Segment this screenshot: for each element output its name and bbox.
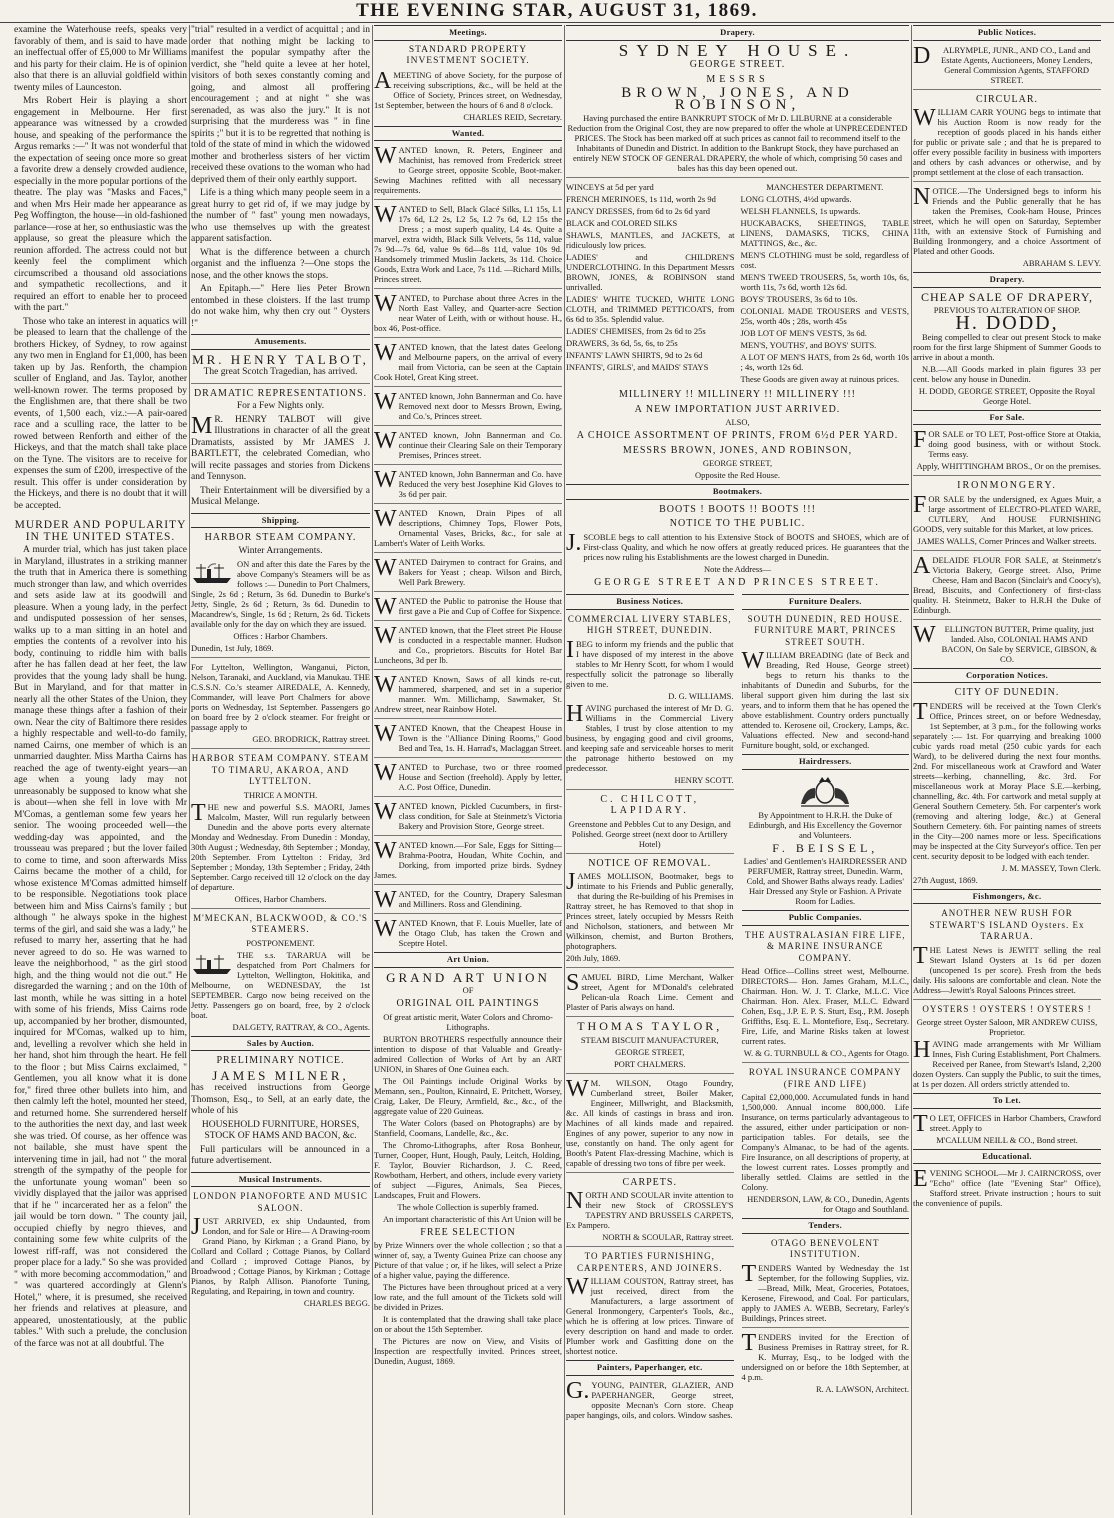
ad-body: NOTICE.—The Undersigned begs to inform his Friends and the Public generally that he has taken the Premises, Cook-ham House, Princes street, which he will open on Saturday, September 11th, with an extensive Stock of Furnishing and Building Ironmongery, and a choice Assortment of Plated and other Goods. <box>913 184 1101 256</box>
ad-title: A NEW IMPORTATION JUST ARRIVED. <box>634 403 841 415</box>
ad-body: J.SCOBLE begs to call attention to his Extensive Stock of BOOTS and SHOES, which are of First-class Quality, and which he now offers at greatly reduced prices. He guarantees that the prices now ruling his Establishments are the lowest charged in Dunedin. <box>566 529 909 562</box>
ad-title: ANOTHER NEW RUSH FOR STEWART'S ISLAND Oysters. Ex TARARUA. <box>929 908 1085 941</box>
section-header-amusements: Amusements. <box>191 334 370 350</box>
section-header-business: Business Notices. <box>566 594 734 610</box>
wanted-ad: WANTED known, John Bannerman and Co. have Removed next door to Messrs Brown, Ewing, and Co.'s, Princes street. <box>374 389 562 421</box>
ad-body: THE Latest News is JEWITT selling the real Stewart Island Oysters at 1s 6d per dozen (uncopened 1s per score). Fresh from the beds daily. His saloons are comfortable and clean. Note the Address—Jewitt's Royal Saloons Princes street. <box>913 942 1101 995</box>
divider <box>566 1016 734 1017</box>
ad-body: JAMES MOLLISON, Bootmaker, begs to intimate to his Friends and Public generally, that during the Re-building of his Premises in Rattray street, he has Removed to that shop in Princes street, lately occupied by Messrs Reith and Nicholson, stationers, and between Mr Wilkinson, chemist, and Burton Brothers, photographers. <box>566 869 734 951</box>
column-5 <box>913 25 1101 1515</box>
divider <box>566 789 734 790</box>
ad-title: MR. HENRY TALBOT, <box>192 351 369 367</box>
section-header-bootmakers: Bootmakers. <box>566 484 909 500</box>
wanted-ad: WANTED known, John Bannerman and Co. have Reduced the very best Josephine Kid Gloves to 3s 6d per pair. <box>374 467 562 499</box>
ad-title: NOTICE OF REMOVAL. <box>588 857 712 869</box>
wanted-list <box>374 145 562 948</box>
ad-body: Ladies' and Gentlemen's HAIRDRESSER AND PERFUMER, Rattray street, Dunedin. Warm, Cold, and Shower Baths always ready. Ladies' Hair Dressed any Style or Fashion. A Private Room for Ladies. <box>743 856 907 906</box>
section-header-auction: Sales by Auction. <box>191 1036 370 1052</box>
ad-title: BROWN, JONES, AND ROBINSON, <box>621 85 854 113</box>
ad-body: TENDERS will be received at the Town Clerk's Office, Princes street, on or before Wednesday, 1st September, at 3 p.m., for the following works separately :— 1st. For quarrying and breaking 1000 cubic yards road metal (250 cubic yards for each Ward), to be delivered during the next four months. 2nd. For miscellaneous work at Crawford and Water streets—kerbing, channelling, &c. 3rd. For miscellaneous work at Moray Place S.E.—kerbing, channelling, &c. 4th. For cartwork and metal supply at General Southern Cemetery. 5th. For carpenter's work (removing and altering lodge, &c.) at General Southern Cemetery. 6th. For painting names of streets in the City—200 names more or less. Specifications may be inspected at the City Surveyor's office. Ten per cent. security deposit to be lodged with each tender. <box>913 698 1101 861</box>
news-paragraph: examine the Waterhouse reefs, speaks very favorably of them, and is said to have made an ineffectual offer of £5,000 to Mr Williams and his party for their claim. He is of opinion also that there is an alluvial goldfield within twenty miles of Launceston. <box>14 25 187 93</box>
price-item: LADIES' WHITE TUCKED, WHITE LONG CLOTH, and TRIMMED PETTICOATS, from 6s 6d to 35s. Splendid value. <box>566 294 735 324</box>
ad-body: WM. WILSON, Otago Foundry, Cumberland street, Boiler Maker, Engineer, Millwright, and Blacksmith, &c. All kinds of castings in brass and iron. Machines of all kinds made and repaired. Engines of any power, superior to any now in use, constantly on hand. The only agent for Booth's Patent Flax-dressing Machine, which is capable of dressing two tons of fibre per week. <box>566 1075 734 1168</box>
ad-title: HARBOR STEAM COMPANY. STEAM TO TIMARU, AKAROA, AND LYTTELTON. <box>191 753 370 786</box>
ad-body: The Water Colors (based on Photographs) are by Stanfield, Coomans, Landelle, &c., &c. <box>374 1117 562 1138</box>
masthead: THE EVENING STAR, AUGUST 31, 1869. <box>0 0 1114 23</box>
section-header-corporation: Corporation Notices. <box>913 668 1101 684</box>
price-item: WINCEYS at 5d per yard <box>566 182 654 192</box>
ad-body: JUST ARRIVED, ex ship Undaunted, from London, and for Sale or Hire— A Drawing-room Grand Piano, by Kirkman ; a Grand Piano, by Collard and Collard ; Cottage Pianos, by Collard and Collard ; improved Cottage Pianos, by Broadwood ; Cottage Pianos, by Kirkman ; Cottage Pianos, by Ralph Allison. Pianoforte Tuning, Regulating, and Repairing, in town and country. <box>191 1214 370 1296</box>
price-item: MEN'S CLOTHING must be sold, regardless of cost. <box>740 250 909 270</box>
wanted-ad: WANTED known, that the Fleet street Pie House is conducted in a respectable manner. Hudson and Co., proprietors. Biscuits for Hotel Bar Luncheons, 3d per lb. <box>374 623 562 665</box>
ad-title: IRONMONGERY. <box>957 480 1057 491</box>
wanted-ad: WANTED Known, Saws of all kinds re-cut, hammered, sharpened, and set in a superior manner. Wm. Millichamp, Sawmaker, St. Andrew street, near Rainbow Hotel. <box>374 672 562 714</box>
divider <box>374 199 562 200</box>
wanted-ad: WANTED Known, that F. Louis Mueller, late of the Otago Club, has taken the Crown and Sceptre Hotel. <box>374 916 562 948</box>
ad-body: NORTH AND SCOULAR invite attention to their new Stock of CROSSLEY'S TAPESTRY AND BRUSSELS CARPETS, Ex Pampero. <box>566 1188 734 1230</box>
divider <box>191 908 370 909</box>
ad-text: Note the Address— <box>703 563 772 574</box>
ad-signature: H. DODD, GEORGE STREET, Opposite the Royal George Hotel. <box>918 385 1096 406</box>
ad-signature: HENRY SCOTT. <box>674 774 734 785</box>
price-list-right <box>741 182 910 386</box>
section-header-educational: Educational. <box>913 1149 1101 1165</box>
divider <box>913 550 1101 551</box>
ad-body: An important characteristic of this Art Union will be <box>383 1213 562 1224</box>
ad-title: FREE SELECTION <box>420 1226 516 1238</box>
wanted-ad: WANTED Known, that the Cheapest House in Town is the "Alliance Dining Rooms," Good Bed and Tea, 1s. H. Harrad's, Maclaggan Street. <box>374 721 562 753</box>
price-item: FANCY DRESSES, from 6d to 2s 6d yard <box>566 206 711 216</box>
ad-title: ORIGINAL OIL PAINTINGS <box>396 998 540 1009</box>
news-paragraph: A murder trial, which has just taken place in Maryland, illustrates in a striking manner the truth that in America there is something much stronger than law, and which overrides and sets aside law at its goodwill and pleasure. When a young lady, in the perfect and undisputed possession of her senses, walks up to a man sitting in an hotel and empties the contents of a revolver into his body, continuing to riddle him with balls after he has fallen dead at her feet, the law provides that the young lady shall be hung. But in Maryland, and for that matter in nearly all the other States of the Union, they manage these things after a fashion of their own. Near the city of Baltimore there resides a highly respectable and well-to-do family, named Cairns, one member of which is an unmarried daughter. Miss Martha Cairns has reached the age of twenty-eight years—an age when a young lady may not unreasonably be supposed to know what she is about—when she fell in love with Mr M'Comas, a gentleman some few years her senior. The wooing proceeded well—the wedding-day was appointed, and the trousseau was prepared ; but the lover failed to come to time, and soon afterwards Miss Cairns became the mother of a child, for whose existence M'Comas admitted himself to be responsible. Negotiations took place between him and Miss Cairns's family ; but although " he always spoke in the highest terms of the girl, and said she was a lady," he refused to marry her, asserting that he had never agreed to do so. He was warned to leave the neighborhood, " as the girl stood high, and the thing would not die out." He disregarded the warning ; and on the 10th of last month, while he was sitting in a hotel with some of his friends, Miss Cairns rode up, accompanied by her brother, dismounted, inquired for M'Comas, walked up to him, and, levelling a revolver which she held in her hand, shot him through the heart. He fell to the floor ; but Miss Cairns exclaimed, " Gentlemen, you all know what it is done for," fired three other bullets into him, and then calmly left the hotel, mounted her steed, and returned home. She surrendered herself to the authorities the next day, and last week she was tried. Of course, as her offence was not bailable, she must have spent the intervening time in jail, had not " the moral strength of the sympathy of the people for the unfortunate young woman" been so vividly displayed that the jailor was apprised that if he " incarcerated her as a felon" the jail would be torn down. " The county jail, occupied chiefly by negro thieves, and containing some few white culprits of the lowest riff-raff, was not considered the proper place for a lady." So she was provided " with more becoming accommodation," and " was quartered accordingly at Glenn's Hotel," where, it is presumed, she received her friends and relatives at pleasure, and appeared, unostentatiously, at the public tables." With such a prelude, the conclusion of the farce was not at all doubtful. The <box>14 545 187 1349</box>
divider <box>191 383 370 384</box>
wanted-ad: WANTED, for the Country, Drapery Salesman and Milliners. Ross and Glendining. <box>374 887 562 913</box>
ad-title: H. DODD, <box>955 312 1059 334</box>
ad-signature: GEO. BRODRICK, Rattray street. <box>252 734 370 744</box>
ad-title: CHEAP SALE OF DRAPERY, <box>920 289 1094 304</box>
ad-body: ON and after this date the Fares by the above Company's Steamers will be as follows :— Dunedin to Port Chalmers, Single, 2s 6d ; Return, 3s 6d. Dunedin to Burke's Jetty, Single, 2s 6d ; Return, 3s 6d. Dunedin to Macandrew's, Single, 1s 6d ; Return, 2s 6d. Tickets available only for the day on which they are issued. <box>191 559 370 629</box>
ad-body: WILLIAM BREADING (late of Beck and Breading, Red House, George street) begs to return his thanks to the inhabitants of Dunedin and Suburbs, for the liberal support given him during the last six years, and to inform them that he has opened the above establishment. Country orders punctually attended to. Kerosene oil, Crockery, Lamps, &c. Valuations effected. New and second-hand Furniture bought, sold, or exchanged. <box>741 648 909 750</box>
price-item: LADIES' and CHILDREN'S UNDERCLOTHING. In this Department Messrs BROWN, JONES, & ROBINSON stand unrivalled. <box>566 252 735 292</box>
price-item: MEN'S TWEED TROUSERS, 5s, worth 10s, 6s, worth 11s, 7s 6d, worth 12s 6d. <box>740 272 909 292</box>
ad-body: AMEETING of above Society, for the purpose of receiving subscriptions, &c., will be held at the Office of Society, Princes street, on Wednesday, 1st September, between the hours of 6 and 8 o'clock. <box>374 67 562 110</box>
divider <box>374 718 562 719</box>
divider <box>566 1246 734 1247</box>
ad-title: COMMERCIAL LIVERY STABLES, HIGH STREET, DUNEDIN. <box>567 613 732 635</box>
ad-signature: R. A. LAWSON, Architect. <box>815 1383 909 1394</box>
divider <box>742 1327 910 1328</box>
column-rule <box>189 25 190 1515</box>
section-header-public-companies: Public Companies. <box>742 910 910 926</box>
ad-title: OTAGO BENEVOLENT INSTITUTION. <box>770 1237 880 1259</box>
ad-text: Offices : Harbor Chambers. <box>233 631 328 641</box>
news-paragraph: Mrs Robert Heir is playing a short engagement in Melbourne. Her first appearance was witnessed by a crowded house, and speaking of the performance the Argus remarks :—" It was not wonderful that the expectation of seeing once more so great a favorite drew a densely crowded audience, especially in the more popular portions of the theatre. The play was "Masks and Faces," and when Mrs Heir made her appearance as Peg Woffington, the house—in old-fashioned parlance—rose at her, so enthusiastic was the applause, so great the pleasure which the reunion afforded. The actress could not but keenly feel the compliment which circumscribed a thousand old associations and sympathetic recollections, and it required an effort to enable her to proceed with the part." <box>14 96 187 313</box>
ad-body: TENDERS Wanted by Wednesday the 1st September, for the following Supplies, viz.—Bread, Milk, Meat, Groceries, Potatoes, Kerosene, Firewood, and Coal. For particulars, apply to JAMES A. WEBB, Secretary, Farley's Buildings, Princes street. <box>741 1260 909 1323</box>
ad-text: 27th August, 1869. <box>913 874 978 885</box>
column-rule <box>911 25 912 1515</box>
divider <box>374 552 562 553</box>
lower-right <box>742 590 910 1422</box>
ad-signature: CHARLES REID, Secretary. <box>463 111 562 122</box>
wanted-ad: WANTED known, R. Peters, Engineer and Machinist, has removed from Frederick street to George street, opposite Scoble, Boot-maker. Sewing Machines refitted with all necessary requirements. <box>374 143 562 195</box>
ad-body: THE s.s. TARARUA will be despatched from Port Chalmers for Lyttelton, Wellington, Hokitika, and Melbourne, on WEDNESDAY, the 1st SEPTEMBER. Cargo now being received on the Jetty. Passengers go on board, free, by 2 o'clock boat. <box>191 949 370 1020</box>
ad-title: F. BEISSEL, <box>772 840 879 855</box>
divider <box>566 1172 734 1173</box>
section-header-tenders: Tenders. <box>742 1218 910 1234</box>
ad-text: THRICE A MONTH. <box>243 789 318 800</box>
wanted-ad: WANTED to Purchase, two or three roomed House and Section (freehold). Apply by letter, A.C. Post Office, Dunedin. <box>374 760 562 792</box>
ad-title: CIRCULAR. <box>975 93 1039 105</box>
price-item: COLONIAL MADE TROUSERS and VESTS, 25s, worth 40s ; 28s, worth 45s <box>740 306 909 326</box>
ad-text: Offices, Harbor Chambers. <box>234 893 327 904</box>
divider <box>374 503 562 504</box>
price-item: INFANTS', GIRLS', and MAIDS' STAYS <box>566 362 709 372</box>
ad-text: George street Oyster Saloon, MR ANDREW CUISS, Proprietor. <box>916 1017 1098 1037</box>
divider <box>374 620 562 621</box>
divider <box>913 181 1101 182</box>
divider <box>913 475 1101 476</box>
ad-body: Being compelled to clear out present Stock to make room for the first large Shipment of Summer Goods to arrive in about a month. <box>913 331 1101 362</box>
ad-body: TENDERS invited for the Erection of Business Premises in Rattray street, for R. K. Murray, Esq., to be lodged with the undersigned on or before the 18th September, at 4 p.m. <box>741 1329 909 1382</box>
section-header-wanted: Wanted. <box>374 126 562 142</box>
ad-body: IBEG to inform my friends and the public that I have disposed of my interest in the above stables to Mr Henry Scott, for whom I would respectfully solicit the patronage so liberally given to me. <box>566 636 734 689</box>
ad-signature: M'CALLUM NEILL & CO., Bond street. <box>936 1134 1078 1145</box>
ad-text: POSTPONEMENT. <box>246 937 315 948</box>
ad-body: It is contemplated that the drawing shall take place on or about the 15th September. <box>374 1314 562 1334</box>
divider <box>566 967 734 968</box>
ad-title: M'MECKAN, BLACKWOOD, & CO.'S STEAMERS. <box>193 912 368 934</box>
ad-text: Dunedin, 1st July, 1869. <box>191 643 274 653</box>
ad-signature: W. & G. TURNBULL & CO., Agents for Otago. <box>743 1048 909 1058</box>
price-item: These Goods are given away at ruinous prices. <box>740 374 900 384</box>
section-header-art-union: Art Union. <box>374 952 562 968</box>
ad-body: Capital £2,000,000. Accumulated funds in hand 1,500,000. Annual income 800,000. Life Insurance, on terms particularly advantageous to the assured, either under participation or non-participation tables. For details, see the Company's Almanac, to be had of the agents. Fire Insurance, on all descriptions of property, at the lowest current rates. Losses promptly and liberally settled. Claims are settled in the Colony. <box>741 1092 909 1192</box>
ad-title: A CHOICE ASSORTMENT OF PRINTS, FROM 6½d PER YARD. <box>576 430 899 441</box>
ad-body: N.B.—All Goods marked in plain figures 33 per cent. below any house in Dunedin. <box>913 363 1101 384</box>
ad-title: DRAMATIC REPRESENTATIONS. <box>193 387 368 399</box>
ad-body: MR. HENRY TALBOT will give Illustrations in character of all the great Dramatists, assisted by Mr JAMES J. BARTLETT, the celebrated Comedian, who will recite passages and stories from Dickens and Tennyson. <box>191 412 370 482</box>
divider <box>742 1062 910 1063</box>
ad-title: MESSRS <box>706 73 769 85</box>
ad-title: CITY OF DUNEDIN. <box>954 687 1060 698</box>
divider <box>374 386 562 387</box>
article-title: MURDER AND POPULARITY IN THE UNITED STATES. <box>14 519 187 543</box>
lower-split <box>566 590 909 1422</box>
ad-body: ADELAIDE FLOUR FOR SALE, at Steinmetz's Victoria Bakery, George street. Also, Prime Cheese, Ham and Bacon (Sinclair's and Coocy's), Bread, Biscuits, and Confectionery of first-class quality. H. Steinmetz, Baker to H.R.H the Duke of Edinburgh. <box>913 552 1101 615</box>
ad-body: BURTON BROTHERS respectfully announce their intention to dispose of that Valuable and Greatly-admired Collection of Works of Art by an ART UNION, in Shares of One Guinea each. <box>374 1033 562 1074</box>
price-item: DRAWERS, 3s 6d, 5s, 6s, to 25s <box>566 338 678 348</box>
ad-title: SYDNEY HOUSE. <box>618 40 857 60</box>
ad-body: G.YOUNG, PAINTER, GLAZIER, AND PAPERHANGER, George street, opposite Mecnan's Corn store. Cheap paper hangings, oils, and colors. Window sashes. <box>566 1377 734 1420</box>
ad-text: The great Scotch Tragedian, has arrived. <box>203 367 358 377</box>
ad-body: SAMUEL BIRD, Lime Merchant, Walker street, Agent for M'Donald's celebrated Pelican-ula Roach Lime. Cement and Plaster of Paris always on hand. <box>566 970 734 1012</box>
wanted-ad: WANTED known.—For Sale, Eggs for Sitting— Brahma-Pootra, Houdan, White Cochin, and Dorking, from imported prize birds. Sydney James. <box>374 838 562 880</box>
wanted-ad: WANTED to Sell, Black Glacé Silks, L1 15s, L1 17s 6d, L2 2s, L2 5s, L2 7s 6d, L2 15s the Dress ; a most superb quality, L4 4s. Quite a marvel, extra width, Black Silk Velvets, 5s 11d, value 7s 9d—7s 6d, value 9s 6d—8s 11d, value 10s 9d. Handsomely trimmed Muslin Jackets, 3s 11d. Choice Goods, Extra Work and Lace, 7s 11d. —Richard Mills, Princes street. <box>374 202 562 284</box>
ad-title: GRAND ART UNION <box>386 969 550 985</box>
ad-text: Of great artistic merit, Water Colors and Chromo-Lithographs. <box>383 1011 553 1032</box>
ad-title: MILLINERY !! MILLINERY !! MILLINERY !!! <box>618 389 856 400</box>
section-header-hairdressers: Hairdressers. <box>742 754 910 770</box>
royal-crest-icon <box>795 774 855 808</box>
divider <box>374 464 562 465</box>
ad-title: THE AUSTRALASIAN FIRE LIFE, & MARINE INSURANCE COMPANY. <box>744 929 906 963</box>
section-header-furniture: Furniture Dealers. <box>742 594 910 610</box>
ad-body: HAVING purchased the interest of Mr D. G. Williams in the Commercial Livery Stables, I trust by close attention to my business, by engaging good and civil grooms, and keeping safe and serviceable horses to merit the patronage hitherto bestowed on my predecessor. <box>566 700 734 773</box>
price-item: MEN'S, YOUTHS', and BOYS' SUITS. <box>740 340 877 350</box>
price-item: WELSH FLANNELS, 1s upwards. <box>740 206 861 216</box>
divider <box>913 619 1101 620</box>
wanted-ad: WANTED known, Pickled Cucumbers, in first-class condition, for Sale at Steinmetz's Victoria Bakery and Provision Store, George street. <box>374 799 562 831</box>
section-header-public-notices: Public Notices. <box>913 25 1101 41</box>
divider <box>374 669 562 670</box>
ad-signature: D. G. WILLIAMS. <box>668 690 734 701</box>
ad-title: STANDARD PROPERTY INVESTMENT SOCIETY. <box>406 44 530 66</box>
divider <box>191 748 370 749</box>
price-item: BLACK and COLORED SILKS <box>566 218 678 228</box>
ad-title: JAMES MILNER, <box>212 1067 349 1083</box>
ad-text: Opposite the Red House. <box>695 470 780 480</box>
ad-text: OF <box>462 985 474 995</box>
ad-text: 20th July, 1869. <box>566 953 621 963</box>
section-header-drapery: Drapery. <box>566 25 909 41</box>
ad-body: Having purchased the entire BANKRUPT STOCK of Mr D. LILBURNE at a considerable Reduction from the Original Cost, they are now prepared to offer the whole at UNPRECEDENTED PRICES. The Stock has been marked off at such prices as cannot fail to recommend itself to the Inhabitants of Dunedin and District. In addition to the Bankrupt Stock, they have purchased an entirely NEW STOCK OF GENERAL DRAPERY, the whole of which, comprising 50 cases and bales has this day been opened out. <box>567 113 908 173</box>
divider <box>374 913 562 914</box>
column-3 <box>374 25 562 1515</box>
ad-body: FOR SALE or TO LET, Post-office Store at Otakia, doing good business, with or without Stock. Terms easy. <box>913 427 1101 459</box>
section-header-painters: Painters, Paperhanger, etc. <box>566 1360 734 1376</box>
ad-body: For Lyttelton, Wellington, Wanganui, Picton, Nelson, Taranaki, and Auckland, via Manukau. THE C.S.S.N. Co.'s steamer AIREDALE, A. Kennedy, Commander, will leave Port Chalmers for above ports on Wednesday, 1st September. Passengers go on board free by 2 o'clock steamer. For freight or passage apply to <box>191 662 370 732</box>
section-header-meetings: Meetings. <box>374 25 562 41</box>
section-header-fishmongers: Fishmongers, &c. <box>913 889 1101 905</box>
divider <box>191 657 370 658</box>
wanted-ad: WANTED Known, Drain Pipes of all descriptions, Chimney Tops, Flower Pots, Ornamental Vases, Bricks, &c., for sale at Lambert's Water of Leith Works. <box>374 506 562 548</box>
divider <box>374 425 562 426</box>
ad-text: GEORGE STREET, <box>702 458 773 468</box>
steamship-icon <box>191 952 233 976</box>
price-item: SHAWLS, MANTLES, and JACKETS, at ridiculously low prices. <box>566 230 735 250</box>
column-rule <box>372 25 373 1515</box>
ad-signature: JAMES WALLS, Corner Princes and Walker streets. <box>917 535 1097 546</box>
divider <box>374 591 562 592</box>
wanted-ad: WANTED Dairymen to contract for Grains, and Bakers for Yeast ; cheap. Wilson and Birch, Well Park Brewery. <box>374 555 562 587</box>
price-item: FRENCH MERINOES, 1s 11d, worth 2s 9d <box>566 194 716 204</box>
wanted-ad: WANTED known, John Bannerman and Co. continue their Clearing Sale on their Temporary Premises, Princes street. <box>374 428 562 460</box>
price-lists <box>566 182 909 386</box>
ad-body: Head Office—Collins street west, Melbourne. DIRECTORS— Hon. James Graham, M.L.C., Chairman. Hon. W. J. T. Clarke, M.L.C. Vice Chairman. Hon. Alex. Fraser, M.L.C. Edward Cohen, Esq., J.P. E. P. S. Sturt, Esq., P.M. Joseph Griffiths, Esq. E. L. Montefiore, Esq., Secretary. Fire, Life, and Marine Risks taken at lowest current rates. <box>741 966 909 1046</box>
price-item: HUCKABACKS, SHEETINGS, TABLE LINENS, DAMASKS, TICKS, CHINA MATTINGS, &c., &c. <box>740 218 909 248</box>
ad-title: NOTICE TO THE PUBLIC. <box>669 518 806 529</box>
section-header-music: Musical Instruments. <box>191 1172 370 1188</box>
price-list-left <box>566 182 735 386</box>
ad-title: CARPETS. <box>622 1176 677 1188</box>
ad-title: GEORGE STREET AND PRINCES STREET. <box>594 576 881 588</box>
news-paragraph: Those who take an interest in aquatics will be pleased to learn that the challenge of the brothers Hickey, of Sydney, to row against any two men in England for £1,000, has been taken up by Jas. Renforth, the champion sculler of England, and Jas. Taylor, another well-known rower. The terms proposed by the Englishmen are, that there shall be two events, of 1,500 each, viz.:—A pair-oared race and a sculling race, the latter to be rowed between Renforth and either of the Hickeys, and that the match shall take place on the Tyne. The visitors are to receive for expenses the sum of £200, irrespective of the result. This offer is under consideration by the Hickeys, and there is no doubt that it will be accepted. <box>14 316 187 511</box>
ad-body: The Pictures have been throughout priced at a very low rate, and the full amount of the Tickets sold will be divided in Prizes. <box>374 1282 562 1312</box>
ad-body: WILLIAM CARR YOUNG begs to intimate that his Auction Room is now ready for the reception of goods placed in his hands either for public or private sale ; and that he is prepared to offer every possible facility in business with importers and others by cash advances or otherwise, and by prompt settlement at the close of each transaction. <box>913 105 1101 177</box>
divider <box>566 853 734 854</box>
ad-body: WILLIAM COUSTON, Rattray street, has just received, direct from the Manufacturers, a large assortment of General Ironmongery, Carpenter's Tools, &c., which he is offering at low prices. Tinware of every description on hand and made to order. Plumber work and Gasfitting done on the shortest notice. <box>566 1274 734 1356</box>
ad-title: SOUTH DUNEDIN, RED HOUSE. FURNITURE MART, PRINCES STREET SOUTH. <box>747 613 903 647</box>
ad-signature: HENDERSON, LAW, & CO., Dunedin, Agents for Otago and Southland. <box>747 1194 909 1214</box>
ad-signature: Apply, WHITTINGHAM BROS., Or on the premises. <box>916 461 1101 471</box>
ad-body: WELLINGTON BUTTER, Prime quality, just landed. Also, COLONIAL HAMS AND BACON, On Sale by SERVICE, GIBSON, & CO. <box>913 621 1098 664</box>
divider <box>913 999 1101 1000</box>
section-header-shipping: Shipping. <box>191 513 370 529</box>
ad-body: HAVING made arrangements with Mr William Innes, Fish Curing Establishment, Port Chalmers. Received per Ranee, from Stewart's Island, 2,200 dozen Oysters. Can supply the Public, to suit the times, at 1s per dozen. All orders strictly attended to. <box>913 1037 1101 1089</box>
column-rule <box>564 25 565 1515</box>
ad-signature: CHARLES BEGG. <box>303 1298 370 1308</box>
ad-text: Their Entertainment will be diversified by a Musical Melange. <box>191 485 370 507</box>
ad-body: The Chromo-Lithographs, after Rosa Bonheur, Turner, Cooper, Hunt, Hough, Pauly, Leitch, Holding, F. Taylor, Bouvier Richardson, J. C. Reed, Rowbotham, Herbert, and others, include every variety of subject —Figures, Animals, Sea Pieces, Landscapes, Fruit and Flowers. <box>374 1139 562 1200</box>
divider <box>374 884 562 885</box>
ad-text: GEORGE STREET, <box>615 1046 685 1057</box>
lower-left <box>566 590 734 1422</box>
wanted-ad: WANTED the Public to patronise the House that first gave a Pie and Cup of Coffee for Sixpence. <box>374 594 562 620</box>
ad-title: ROYAL INSURANCE COMPANY (FIRE AND LIFE) <box>748 1067 902 1089</box>
ad-text: STEAM BISCUIT MANUFACTURER, <box>580 1034 719 1045</box>
price-item: BOYS' TROUSERS, 3s 6d to 10s. <box>740 294 858 304</box>
ad-body: by Prize Winners over the whole collection ; so that a winner of, say, a Twenty Guinea Prize can choose any Picture of that value ; or, if he likes, will select a Prize of a higher value, paying the difference. <box>374 1240 562 1280</box>
divider <box>374 288 562 289</box>
section-header-drapery: Drapery. <box>913 272 1101 288</box>
news-paragraph: Life is a thing which many people seem in a great hurry to get rid of, if we may judge by the number of " fast" young men nowadays, who use themselves up with the greatest apparent satisfaction. <box>191 188 370 244</box>
ad-title: THOMAS TAYLOR, <box>577 1019 723 1033</box>
ad-text: Greenstone and Pebbles Cut to any Design, and Polished. George street (next door to Artillery Hotel) <box>568 818 731 849</box>
ad-title: BOOTS ! BOOTS !! BOOTS !!! <box>659 503 816 515</box>
divider <box>374 337 562 338</box>
ad-title: HARBOR STEAM COMPANY. <box>204 532 357 543</box>
ad-body: TO LET, OFFICES in Harbor Chambers, Crawford street. Apply to <box>913 1110 1101 1137</box>
wanted-ad: WANTED known, that the latest dates Geelong and Melbourne papers, on the arrival of every mail from Victoria, can be seen at the Captain Cook Hotel, Great King street. <box>374 340 562 382</box>
divider <box>374 835 562 836</box>
divider <box>374 757 562 758</box>
wanted-ad: WANTED, to Purchase about three Acres in the North East Valley, and Quarter-acre Section near Water of Leith, with or without house. H., box 46, Post-office. <box>374 291 562 333</box>
ad-signature: J. M. MASSEY, Town Clerk. <box>1001 862 1101 873</box>
ad-body: The Pictures are now on View, and Visits of Inspection are respectfully invited. Princes street, Dunedin, August, 1869. <box>374 1336 562 1366</box>
steamship-icon <box>191 561 233 585</box>
news-paragraph: An Epitaph.—" Here lies Peter Brown entombed in these cloisters. If the last trump do not wake him, why then cry out " Oysters !" <box>191 284 370 329</box>
news-paragraph: "trial" resulted in a verdict of acquittal ; and in order that nothing might be lacking to manifest the popular sympathy after the verdict, she "held quite a levee at her hotel, visitors of both sexes constantly coming and going, and almost all proffering encouragement ; and at night " she was serenaded, as was also the jury." It is not surprising that the murderess was " in fine spirits ;" but it is to be regretted that nothing is told of the state of mind in which the widowed mother and brotherless sisters of her victim received these ovations to the woman who had deprived them of their only earthly support. <box>191 25 370 185</box>
ad-body: FOR SALE by the undersigned, ex Agues Muir, a large assortment of ELECTRO-PLATED WARE, CUTLERY, And HOUSE FURNISHING GOODS, very suitable for this Market, at low prices. <box>913 491 1101 534</box>
price-item: LONG CLOTHS, 4½d upwards. <box>740 194 852 204</box>
ad-title: PRELIMINARY NOTICE. <box>216 1055 345 1066</box>
column-1 <box>14 25 187 1515</box>
ad-body: The Oil Paintings include Original Works by Memann, sen., Poulton, Kinnaird, E. Pritchett, Worsey, Craig, Laker, De Fleury, Armfield, &c., &c., of the aggregate value of 220 Guineas. <box>374 1075 562 1116</box>
ad-signature: ABRAHAM S. LEVY. <box>1022 258 1101 268</box>
ad-signature: NORTH & SCOULAR, Rattray street. <box>602 1232 734 1242</box>
ad-text: PREVIOUS TO ALTERATION OF SHOP. <box>933 305 1081 315</box>
ad-title: GEORGE STREET. <box>689 59 786 70</box>
ad-body: The whole Collection is superbly framed. <box>397 1201 539 1212</box>
ad-text: HOUSEHOLD FURNITURE, HORSES, STOCK OF HAMS AND BACON, &c. <box>201 1119 360 1141</box>
ad-text: ALSO, <box>725 417 750 427</box>
price-item: MANCHESTER DEPARTMENT. <box>766 182 884 192</box>
section-header-for-sale: For Sale. <box>913 410 1101 426</box>
ad-signature: DALGETY, RATTRAY, & CO., Agents. <box>232 1021 370 1032</box>
ad-text: Full particulars will be announced in a future advertisement. <box>191 1144 370 1166</box>
ad-title: C. CHILCOTT, LAPIDARY. <box>600 793 700 816</box>
price-item: A LOT OF MEN'S HATS, from 2s 6d, worth 10s ; 4s, worth 12s 6d. <box>740 352 909 372</box>
ad-title: LONDON PIANOFORTE AND MUSIC SALOON. <box>193 1191 368 1213</box>
divider <box>913 89 1101 90</box>
ad-text: By Appointment to H.R.H. the Duke of Edinburgh, and His Excellency the Governor and Volunteers. <box>748 809 902 840</box>
section-header-to-let: To Let. <box>913 1093 1101 1109</box>
price-item: LADIES' CHEMISES, from 2s 6d to 25s <box>566 326 706 336</box>
ad-body: has received instructions from George Thomson, Esq., to Sell, at an early date, the whole of his <box>191 1083 370 1116</box>
price-item: INFANTS' LAWN SHIRTS, 9d to 2s 6d <box>566 350 703 360</box>
ad-text: For a Few Nights only. <box>236 401 325 411</box>
ad-title: OYSTERS ! OYSTERS ! OYSTERS ! <box>922 1003 1092 1014</box>
column-4 <box>566 25 909 1515</box>
divider <box>566 1073 734 1074</box>
price-item: JOB LOT OF MEN'S VESTS, 3s 6d. <box>740 328 867 338</box>
ad-body: EVENING SCHOOL—Mr J. CAIRNCROSS, over "Echo" office (late "Evening Star" Office), Stafford street. Private instruction ; hours to suit the convenience of pupils. <box>913 1166 1101 1208</box>
ad-body: THE new and powerful S.S. MAORI, James Malcolm, Master, Will run regularly between Dunedin and the above ports every alternate Monday and Wednesday. From Dunedin : Monday, 30th August ; Wednesday, 8th September ; Monday, 20th September. From Lyttelton : Friday, 3rd September ; Monday, 13th September ; Friday, 24th September. Cargo received till 12 o'clock on the day of departure. <box>191 799 370 892</box>
divider <box>566 177 909 178</box>
divider <box>374 796 562 797</box>
ad-title: TO PARTIES FURNISHING, CARPENTERS, AND JOINERS. <box>576 1251 723 1273</box>
ad-body: DALRYMPLE, JUNR., AND CO., Land and Estate Agents, Auctioneers, Money Lenders, General Commission Agents, STAFFORD STREET. <box>913 42 1093 85</box>
column-2 <box>191 25 370 1515</box>
ad-title: MESSRS BROWN, JONES, AND ROBINSON, <box>622 444 853 456</box>
ad-text: Winter Arrangements. <box>238 545 323 556</box>
news-paragraph: What is the difference between a church organist and the influenza ?—One stops the nose, and the other knows the stops. <box>191 247 370 281</box>
ad-text: PORT CHALMERS. <box>613 1058 686 1069</box>
